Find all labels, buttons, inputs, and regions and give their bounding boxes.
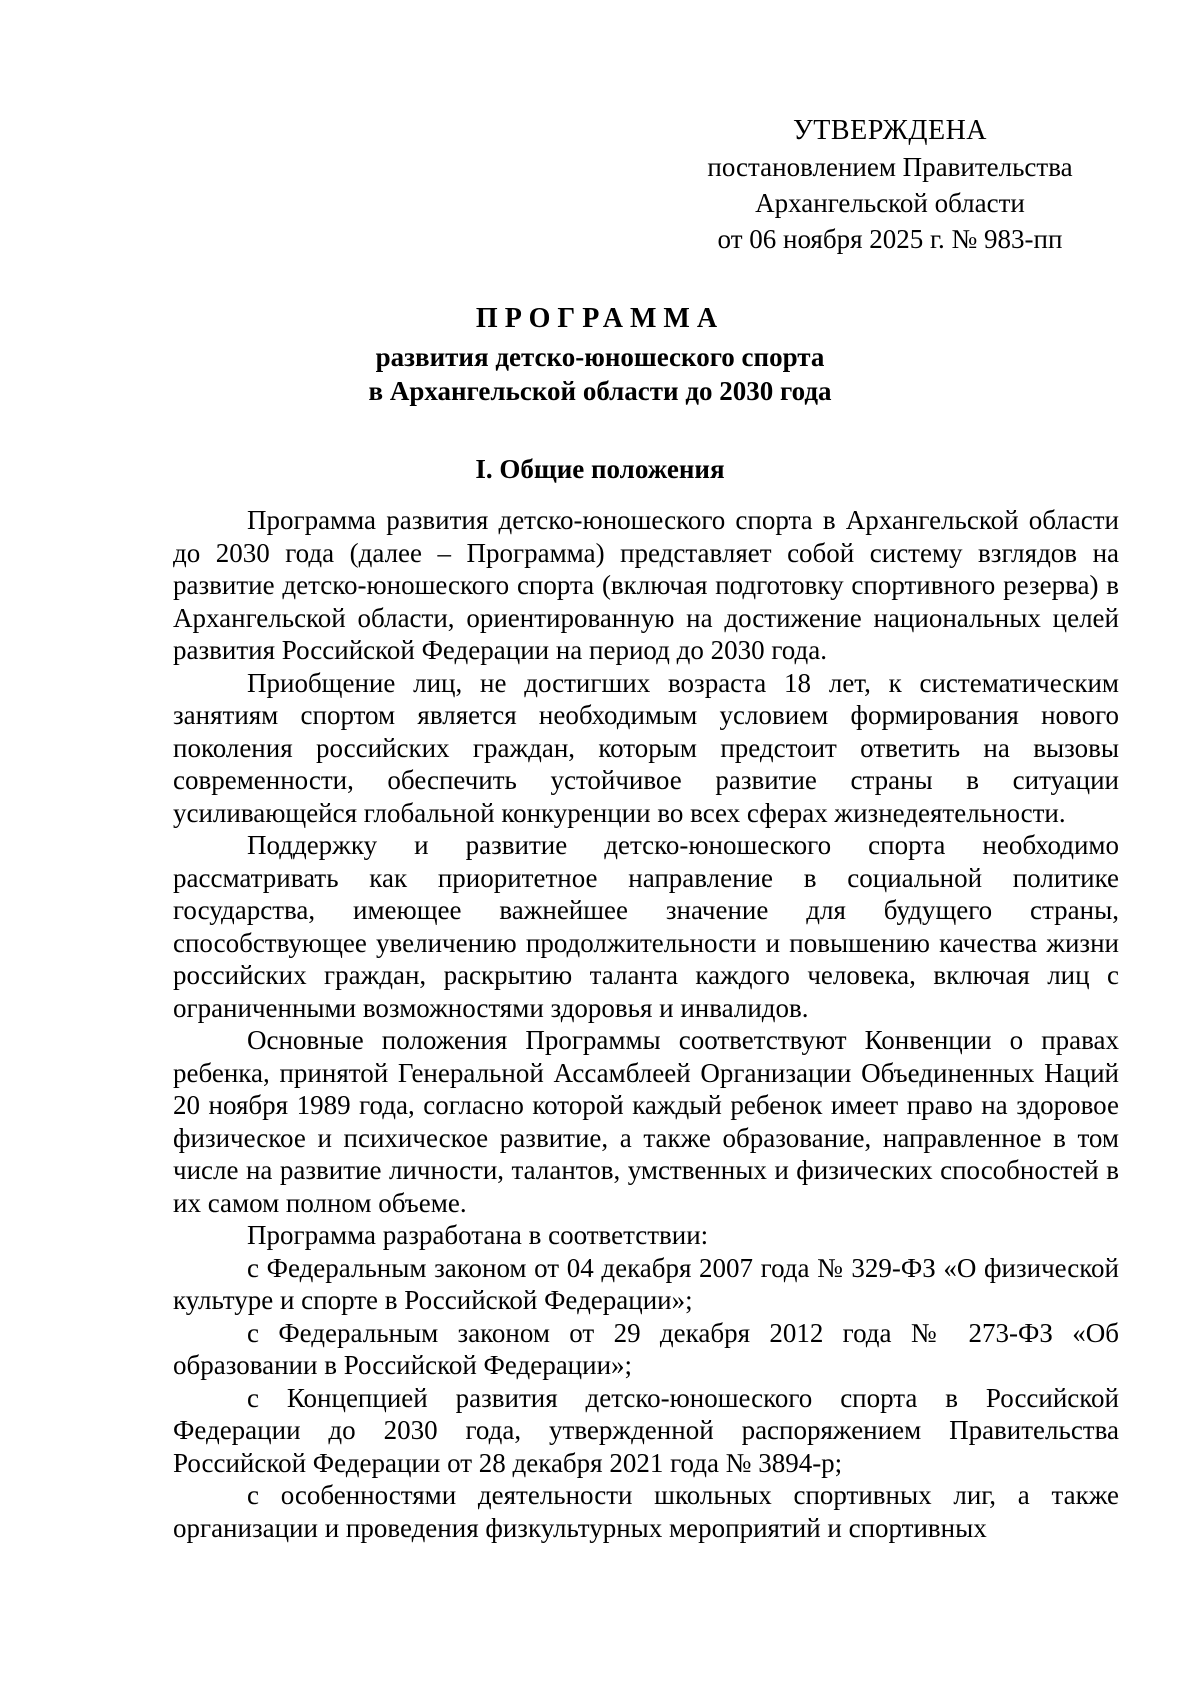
paragraph-convention: Основные положения Программы соответствуют Конвенции о правах ребенка, принятой Генеральной Ассамблеей Организации Объединенных Наций 20 ноября 1989 года, согласно которой каждый ребенок имеет право на здоровое физическое и психическое развитие, а также образование, направленное в том числе на развитие личности, талантов, умственных и физических способностей в их самом полном объеме. (173, 1025, 1119, 1218)
approval-line-date-number: от 06 ноября 2025 г. № 983-пп (717, 224, 1063, 254)
title-line-1: развития детско-юношеского спорта (375, 342, 825, 372)
list-item-law-329: с Федеральным законом от 04 декабря 2007 года № 329-ФЗ «О физической культуре и спорте в Российской Федерации»; (173, 1252, 1119, 1315)
approval-line-region: Архангельской области (755, 188, 1025, 218)
paragraph-basis: Программа разработана в соответствии: (247, 1220, 709, 1250)
approval-heading: УТВЕРЖДЕНА (792, 115, 988, 146)
approval-stamp-block (700, 113, 1080, 257)
paragraph-involvement: Приобщение лиц, не достигших возраста 18 лет, к систематическим занятиям спортом является необходимым условием формирования нового поколения российских граждан, которым предстоит ответить на вызовы современности, обеспечить устойчивое развитие страны в ситуации усиливающейся глобальной конкуренции во всех сферах жизнедеятельности. (173, 667, 1119, 828)
section-heading: I. Общие положения (475, 454, 725, 484)
approval-line-resolution: постановлением Правительства (707, 152, 1073, 182)
list-item-concept: с Концепцией развития детско-юношеского спорта в Российской Федерации до 2030 года, утвержденной распоряжением Правительства Российской Федерации от 28 декабря 2021 года № 3894-р; (173, 1382, 1119, 1478)
document-title (0, 302, 1200, 408)
paragraph-support: Поддержку и развитие детско-юношеского спорта необходимо рассматривать как приоритетное направление в социальной политике государства, имеющее важнейшее значение для будущего страны, способствующее увеличению продолжительности и повышению качества жизни российских граждан, раскрытию таланта каждого человека, включая лиц с ограниченными возможностями здоровья и инвалидов. (173, 830, 1119, 1023)
title-line-2: в Архангельской области до 2030 года (368, 376, 832, 406)
list-item-law-273: с Федеральным законом от 29 декабря 2012 года № 273-ФЗ «Об образовании в Российской Федерации»; (173, 1317, 1119, 1380)
body-text (173, 504, 1119, 1544)
title-word: ПРОГРАММА (475, 303, 725, 334)
list-item-school-leagues: с особенностями деятельности школьных спортивных лиг, а также организации и проведения физкультурных мероприятий и спортивных (173, 1480, 1119, 1543)
paragraph-intro: Программа развития детско-юношеского спорта в Архангельской области до 2030 года (далее – Программа) представляет собой систему взглядов на развитие детско-юношеского спорта (включая подготовку спортивного резерва) в Архангельской области, ориентированную на достижение национальных целей развития Российской Федерации на период до 2030 года. (173, 505, 1119, 665)
